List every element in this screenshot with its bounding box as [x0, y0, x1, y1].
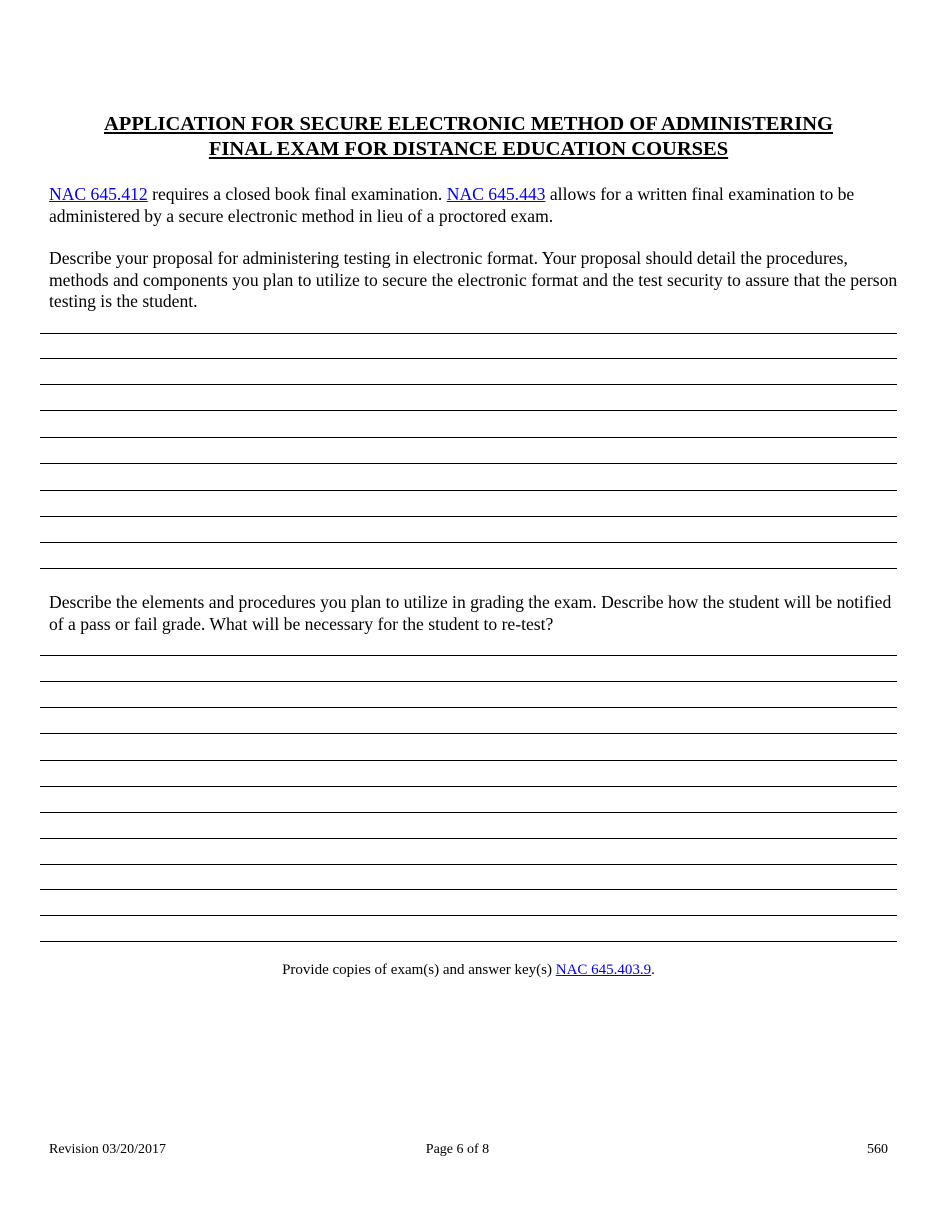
question-1-text: Describe your proposal for administering testing in electronic format. Your proposal should detail the procedures, methods and components you plan to utilize to secure the electronic format and the test security to assure that the person testing is the student. — [49, 248, 898, 311]
answer-line[interactable] — [40, 941, 897, 942]
provide-text: Provide copies of exam(s) and answer key(s) — [282, 962, 556, 978]
form-number: 560 — [867, 1142, 888, 1157]
answer-line[interactable] — [40, 889, 897, 890]
answer-line[interactable] — [40, 707, 897, 708]
answer-line[interactable] — [40, 490, 897, 491]
answer-line[interactable] — [40, 542, 897, 543]
answer-line[interactable] — [40, 733, 897, 734]
answer-line[interactable] — [40, 437, 897, 438]
provide-copies-note — [0, 961, 937, 979]
answer-line[interactable] — [40, 655, 897, 656]
answer-line[interactable] — [40, 516, 897, 517]
answer-line[interactable] — [40, 864, 897, 865]
answer-line[interactable] — [40, 838, 897, 839]
nac-645-403-9-link[interactable]: NAC 645.403.9 — [555, 962, 652, 978]
nac-645-412-link[interactable]: NAC 645.412 — [49, 184, 148, 204]
title-line-2: FINAL EXAM FOR DISTANCE EDUCATION COURSES — [208, 138, 729, 160]
intro-text-2: allows for a written final examination to be administered by a secure electronic method in lieu of a proctored exam. — [49, 184, 855, 226]
page-number: Page 6 of 8 — [425, 1142, 490, 1157]
document-title — [0, 112, 937, 162]
answer-line[interactable] — [40, 760, 897, 761]
intro-text-1: requires a closed book final examination. — [147, 184, 447, 204]
answer-line[interactable] — [40, 812, 897, 813]
title-line-1: APPLICATION FOR SECURE ELECTRONIC METHOD OF ADMINISTERING — [104, 113, 833, 135]
nac-645-443-link[interactable]: NAC 645.443 — [446, 184, 546, 204]
answer-line[interactable] — [40, 410, 897, 411]
intro-paragraph — [49, 184, 899, 227]
answer-line[interactable] — [40, 568, 897, 569]
answer-line[interactable] — [40, 786, 897, 787]
answer-line[interactable] — [40, 463, 897, 464]
answer-line[interactable] — [40, 358, 897, 359]
answer-line[interactable] — [40, 681, 897, 682]
question-2-text: Describe the elements and procedures you plan to utilize in grading the exam. Describe how the student will be notified of a pass or fail grade. What will be necessary for the student to re-test? — [49, 592, 892, 634]
answer-line[interactable] — [40, 333, 897, 334]
revision-date: Revision 03/20/2017 — [49, 1142, 167, 1157]
answer-line[interactable] — [40, 384, 897, 385]
provide-end: . — [651, 962, 655, 978]
answer-line[interactable] — [40, 915, 897, 916]
